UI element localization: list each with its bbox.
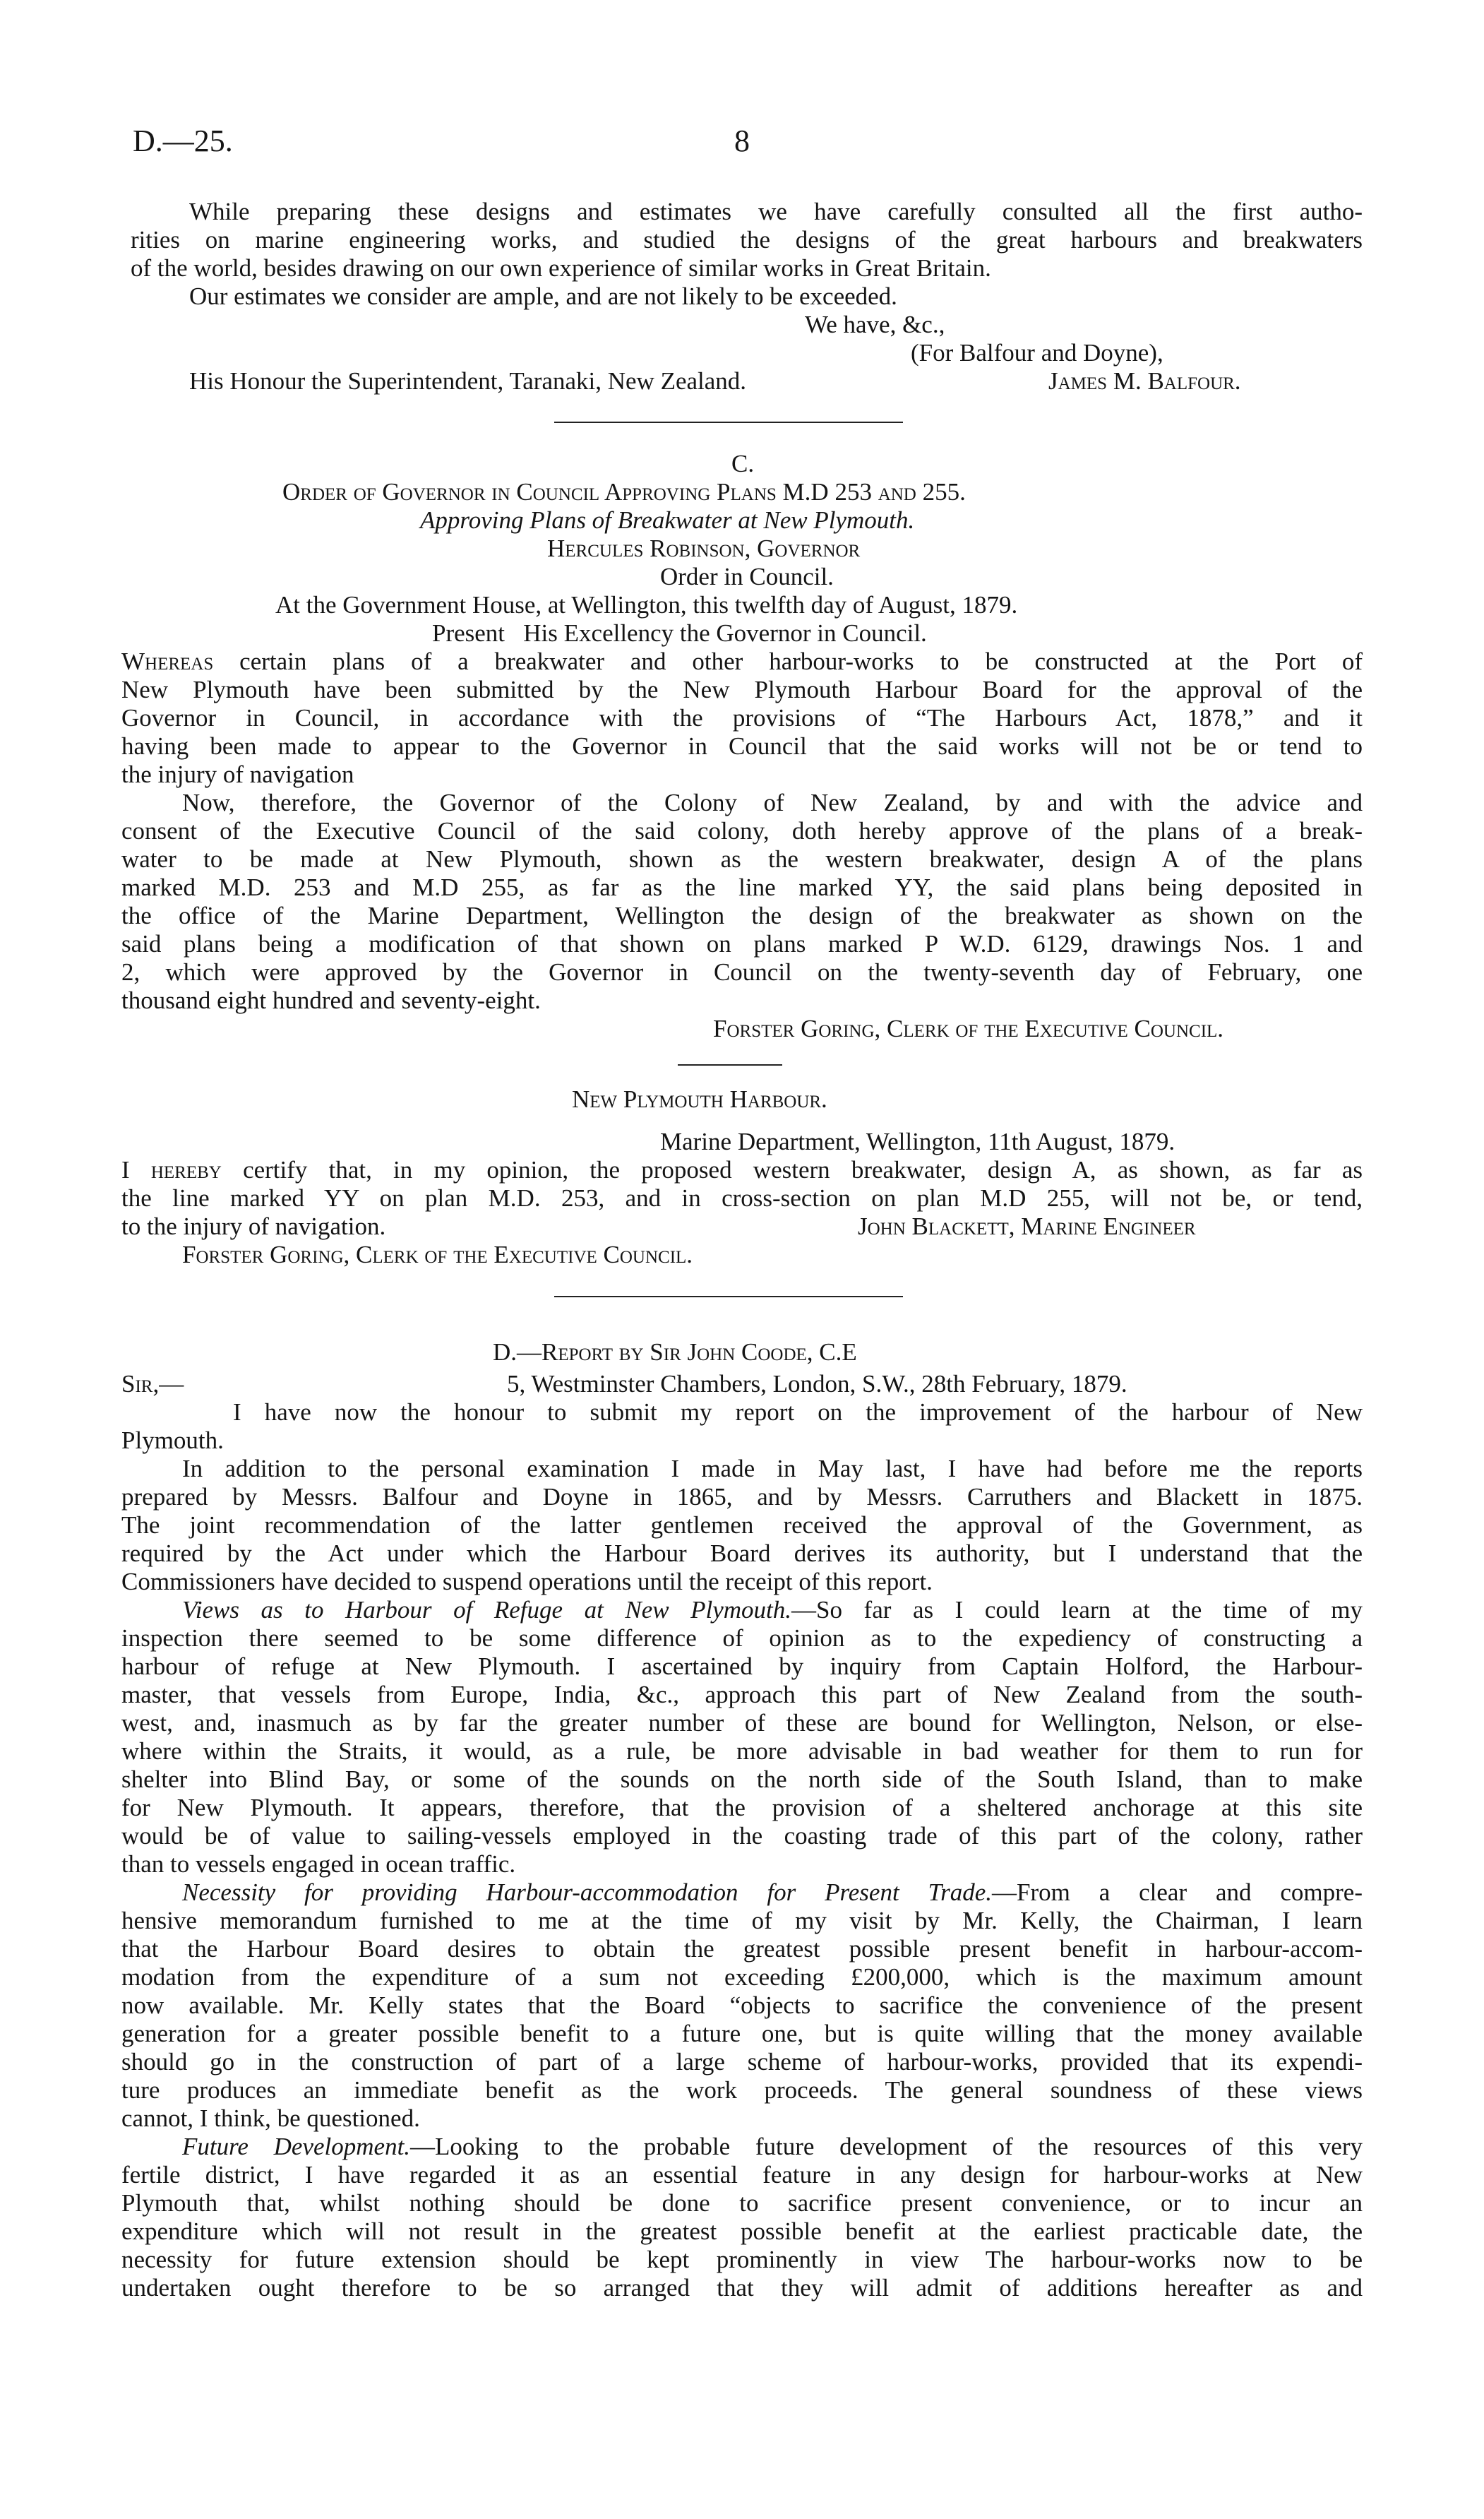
now-line: water to be made at New Plymouth, shown as the western breakwater, design A of the plans (121, 845, 1363, 873)
report-line: In addition to the personal examination I made in May last, I have had before me the reports (182, 1455, 1363, 1482)
report-line: where within the Straits, it would, as a rule, be more advisable in bad weather for them to run for (121, 1737, 1363, 1765)
intro-line: rities on marine engineering works, and studied the designs of the great harbours and breakwaters (131, 226, 1363, 254)
paragraph-text: —Looking to the probable future development of the resources of this very (410, 2133, 1363, 2160)
section-title: Order of Governor in Council Approving Plans M.D 253 and 255. (282, 478, 966, 506)
report-line: modation from the expenditure of a sum not exceeding £200,000, which is the maximum amount (121, 1963, 1363, 1991)
whereas-text: certain plans of a breakwater and other harbour-works to be constructed at the Port of (213, 648, 1363, 675)
section-subtitle: Approving Plans of Breakwater at New Plymouth. (420, 506, 915, 534)
report-line: I have now the honour to submit my report on the improvement of the harbour of New (233, 1398, 1363, 1426)
certificate-date: Marine Department, Wellington, 11th August, 1879. (660, 1128, 1175, 1155)
report-line: for New Plymouth. It appears, therefore, that the provision of a sheltered anchorage at this site (121, 1794, 1363, 1821)
now-line: the office of the Marine Department, Wellington the design of the breakwater as shown on the (121, 902, 1363, 929)
certificate-line: the line marked YY on plan M.D. 253, and in cross-section on plan M.D 255, will not be, or tend, (121, 1184, 1363, 1212)
addressee: His Honour the Superintendent, Taranaki, New Zealand. (189, 367, 747, 395)
paragraph-heading: Necessity for providing Harbour-accommodation for Present Trade. (182, 1878, 992, 1906)
report-line: west, and, inasmuch as by far the greater number of these are bound for Wellington, Nelson, or else- (121, 1709, 1363, 1737)
salutation: Sir,— (121, 1370, 184, 1398)
now-line: 2, which were approved by the Governor in Council on the twenty-seventh day of February, one (121, 958, 1363, 986)
whereas-line: Governor in Council, in accordance with the provisions of “The Harbours Act, 1878,” and it (121, 704, 1363, 732)
intro-line: of the world, besides drawing on our own experience of similar works in Great Britain. (131, 254, 991, 282)
report-line: than to vessels engaged in ocean traffic. (121, 1850, 516, 1878)
clerk-signature: Forster Goring, Clerk of the Executive Council. (182, 1241, 693, 1268)
paragraph-heading: Future Development. (182, 2133, 411, 2160)
report-line (182, 1878, 1363, 1907)
report-line (182, 1596, 1363, 1624)
paragraph-text: —From a clear and compre- (992, 1878, 1363, 1906)
report-line: ture produces an immediate benefit as the work proceeds. The general soundness of these views (121, 2076, 1363, 2104)
whereas-lead: Whereas (121, 648, 214, 675)
now-line: consent of the Executive Council of the said colony, doth hereby approve of the plans of a break- (121, 817, 1363, 845)
closing-phrase: We have, &c., (805, 311, 945, 338)
report-line: required by the Act under which the Harbour Board derives its authority, but I understand that the (121, 1540, 1363, 1567)
order-label: Order in Council. (660, 563, 834, 590)
report-line: shelter into Blind Bay, or some of the sounds on the north side of the South Island, than to make (121, 1765, 1363, 1793)
report-line: now available. Mr. Kelly states that the Board “objects to sacrifice the convenience of the present (121, 1991, 1363, 2019)
report-line: would be of value to sailing-vessels employed in the coasting trade of this part of the colony, rather (121, 1822, 1363, 1850)
clerk-signature: Forster Goring, Clerk of the Executive Council. (713, 1015, 1224, 1042)
whereas-line: New Plymouth have been submitted by the New Plymouth Harbour Board for the approval of the (121, 676, 1363, 703)
report-line: cannot, I think, be questioned. (121, 2104, 420, 2132)
report-line: fertile district, I have regarded it as an essential feature in any design for harbour-works at New (121, 2161, 1363, 2189)
page-number: 8 (734, 124, 750, 158)
certificate-lead: I hereby (121, 1156, 222, 1184)
section-title: D.—Report by Sir John Coode, C.E (493, 1338, 857, 1366)
report-line: expenditure which will not result in the greatest possible benefit at the earliest practicable date, the (121, 2217, 1363, 2245)
document-reference: D.—25. (133, 124, 233, 158)
report-line: Commissioners have decided to suspend operations until the receipt of this report. (121, 1568, 933, 1595)
certificate-line: to the injury of navigation. (121, 1213, 386, 1240)
report-line (182, 2133, 1363, 2161)
now-line: thousand eight hundred and seventy-eight. (121, 987, 541, 1014)
certificate-line (121, 1156, 1363, 1184)
intro-line: Our estimates we consider are ample, and are not likely to be exceeded. (189, 282, 897, 310)
whereas-line: having been made to appear to the Governor in Council that the said works will not be or tend to (121, 732, 1363, 760)
report-line: inspection there seemed to be some difference of opinion as to the expediency of constructing a (121, 1624, 1363, 1652)
report-line: prepared by Messrs. Balfour and Doyne in 1865, and by Messrs. Carruthers and Blackett in 1875. (121, 1483, 1363, 1511)
report-line: that the Harbour Board desires to obtain the greatest possible present benefit in harbour-accom- (121, 1935, 1363, 1963)
section-divider (554, 422, 903, 423)
engineer-signature: John Blackett, Marine Engineer (858, 1213, 1196, 1240)
certificate-title: New Plymouth Harbour. (572, 1085, 827, 1113)
signatory: James M. Balfour. (1048, 367, 1241, 395)
now-line: marked M.D. 253 and M.D 255, as far as the line marked YY, the said plans being deposited in (121, 874, 1363, 901)
present-line: Present His Excellency the Governor in Council. (432, 619, 927, 647)
report-line: should go in the construction of part of a large scheme of harbour-works, provided that its expendi- (121, 2048, 1363, 2076)
report-line: master, that vessels from Europe, India, &c., approach this part of New Zealand from the south- (121, 1681, 1363, 1708)
report-line: necessity for future extension should be kept prominently in view The harbour-works now to be (121, 2246, 1363, 2273)
paragraph-heading: Views as to Harbour of Refuge at New Plymouth. (182, 1596, 792, 1624)
short-divider (678, 1064, 782, 1066)
place-date: At the Government House, at Wellington, this twelfth day of August, 1879. (275, 591, 1018, 619)
report-line: The joint recommendation of the latter gentlemen received the approval of the Government, as (121, 1511, 1363, 1539)
report-line: generation for a greater possible benefit to a future one, but is quite willing that the money available (121, 2020, 1363, 2047)
paragraph-text: —So far as I could learn at the time of my (791, 1596, 1363, 1624)
whereas-line (121, 648, 1363, 676)
report-line: Plymouth. (121, 1427, 224, 1454)
report-line: harbour of refuge at New Plymouth. I ascertained by inquiry from Captain Holford, the Harbour- (121, 1652, 1363, 1680)
report-line: Plymouth that, whilst nothing should be done to sacrifice present convenience, or to incur an (121, 2189, 1363, 2217)
report-line: undertaken ought therefore to be so arranged that they will admit of additions hereafter as and (121, 2274, 1363, 2301)
section-letter: C. (731, 450, 755, 477)
report-address: 5, Westminster Chambers, London, S.W., 28th February, 1879. (507, 1370, 1127, 1398)
intro-line: While preparing these designs and estimates we have carefully consulted all the first autho- (189, 198, 1363, 225)
whereas-line: the injury of navigation (121, 761, 354, 788)
governor-name: Hercules Robinson, Governor (547, 535, 861, 562)
now-line: Now, therefore, the Governor of the Colony of New Zealand, by and with the advice and (182, 789, 1363, 816)
for-line: (For Balfour and Doyne), (911, 339, 1163, 367)
now-line: said plans being a modification of that shown on plans marked P W.D. 6129, drawings Nos. 1 and (121, 930, 1363, 958)
report-line: hensive memorandum furnished to me at the time of my visit by Mr. Kelly, the Chairman, I learn (121, 1907, 1363, 1934)
section-divider (554, 1296, 903, 1297)
certificate-text: certify that, in my opinion, the proposed western breakwater, design A, as shown, as far as (221, 1156, 1363, 1184)
